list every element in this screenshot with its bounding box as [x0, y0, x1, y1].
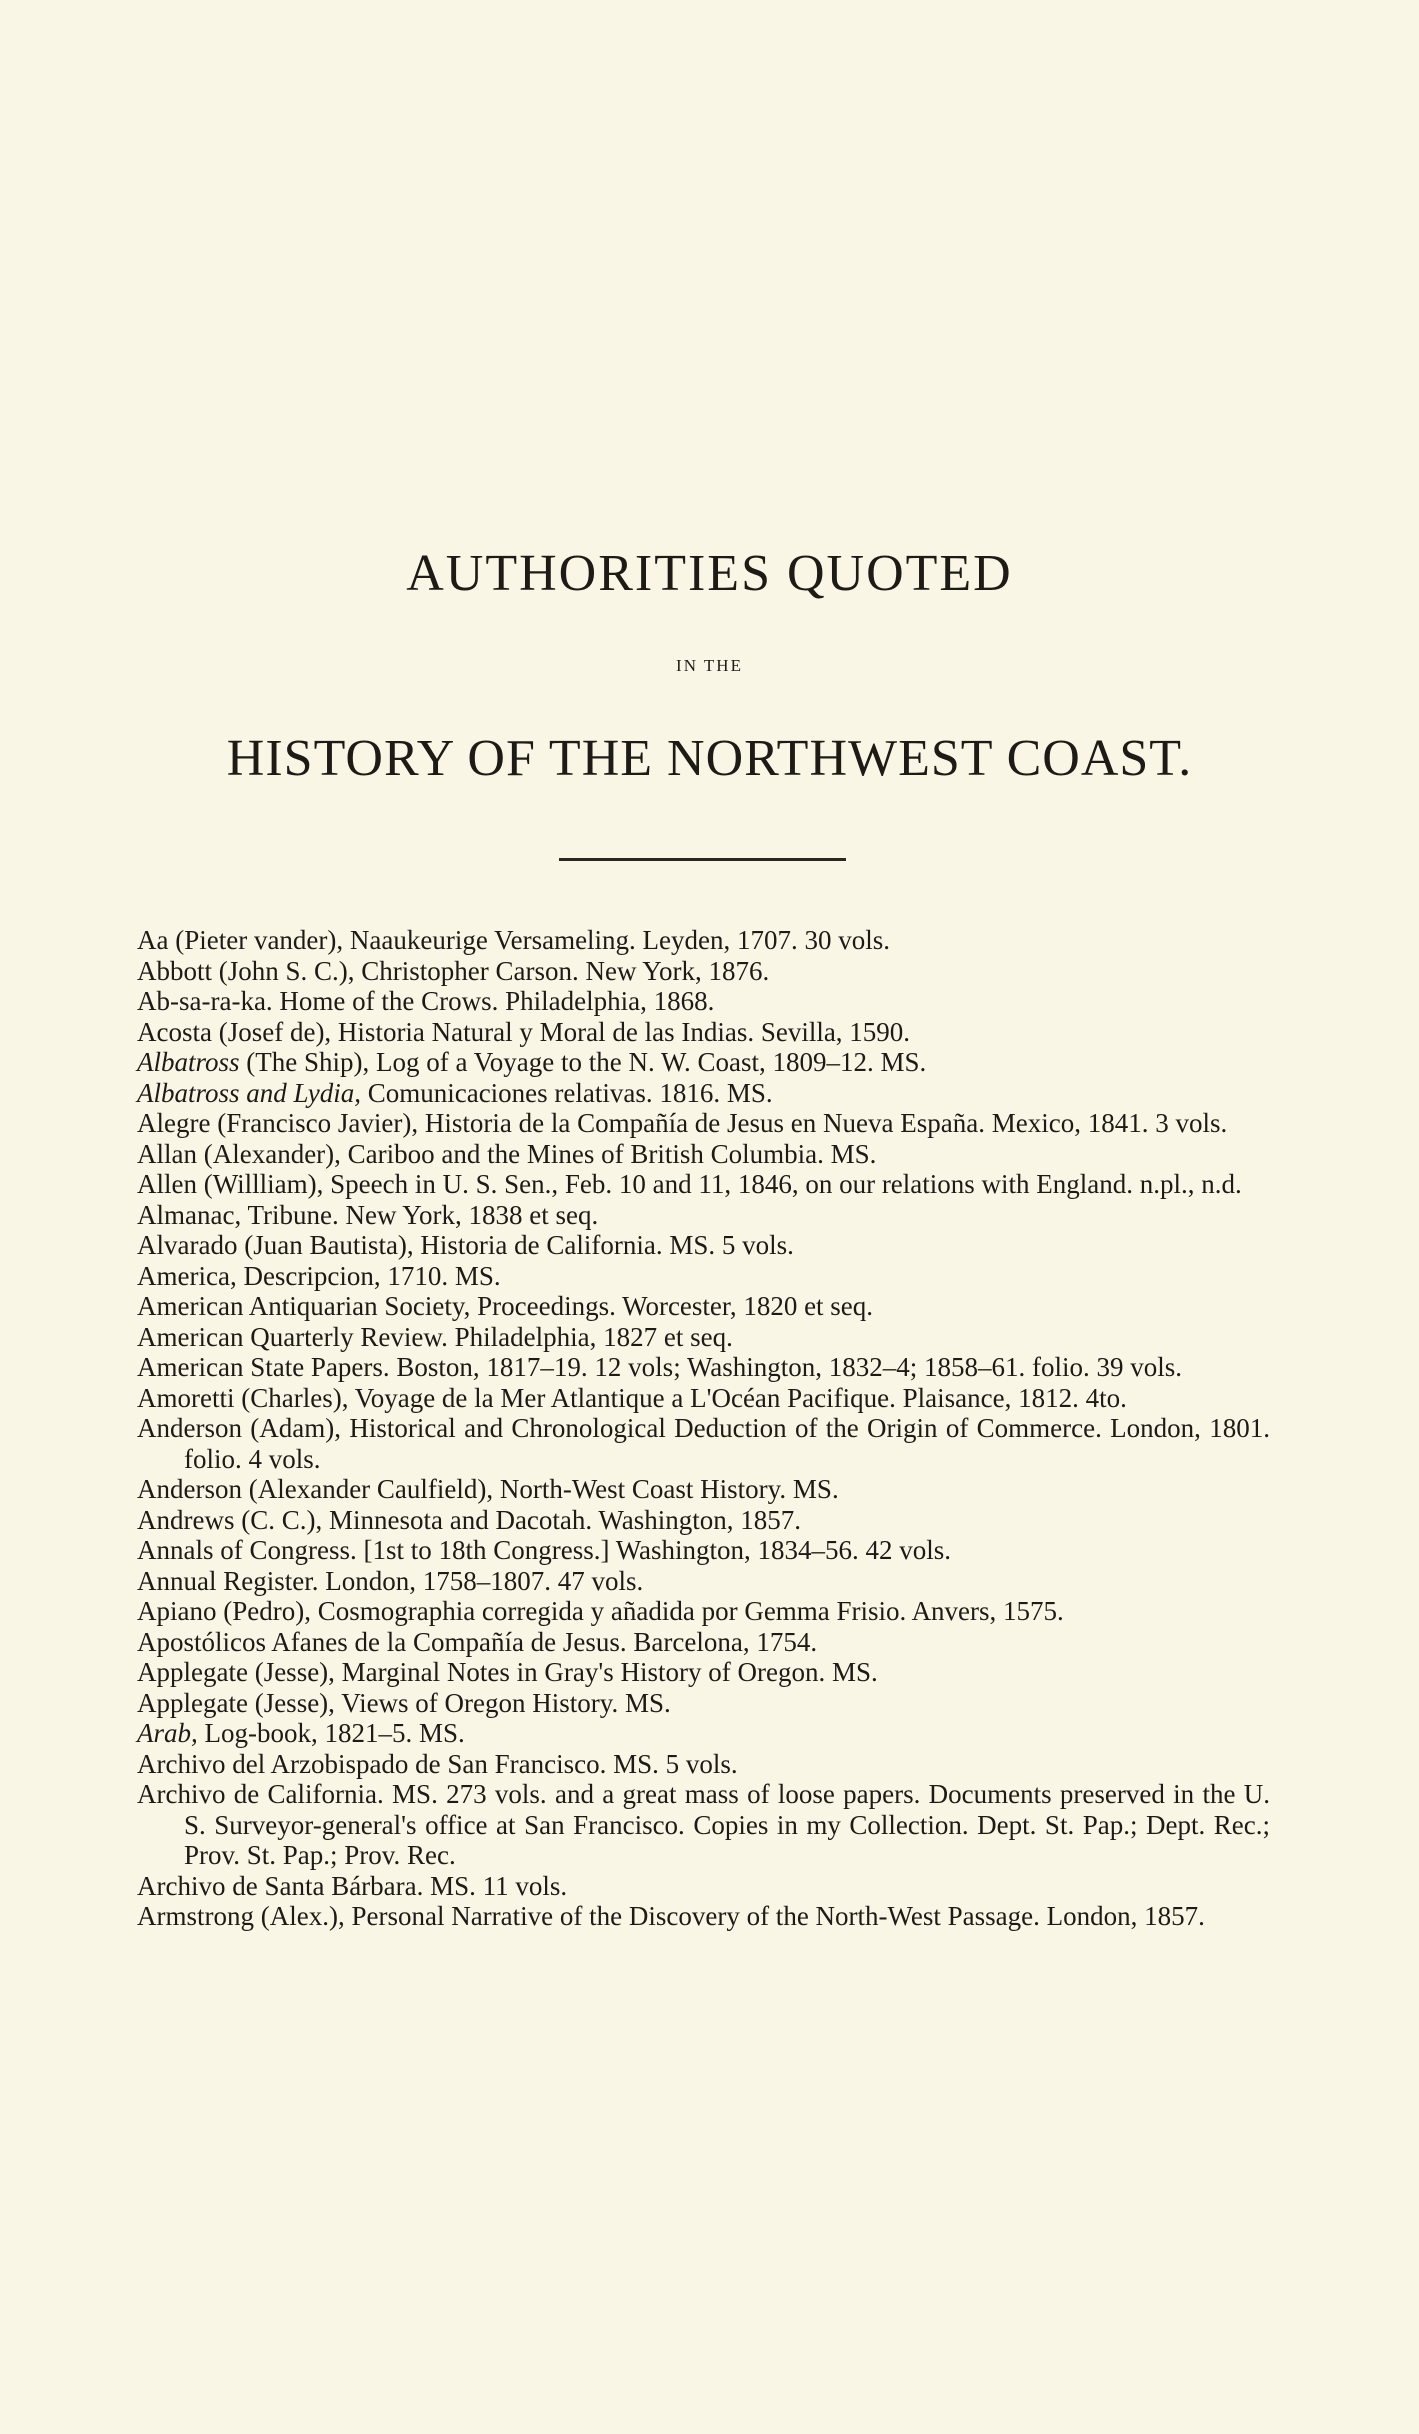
bibliography-entry: Annals of Congress. [1st to 18th Congress.] Washington, 1834–56. 42 vols.	[137, 1535, 952, 1565]
bibliography-entry: Allen (Willliam), Speech in U. S. Sen., Feb. 10 and 11, 1846, on our relations with England. n.pl., n.d.	[137, 1169, 1242, 1199]
bibliography-entry: Anderson (Alexander Caulfield), North-West Coast History. MS.	[137, 1474, 839, 1504]
bibliography-entry: Almanac, Tribune. New York, 1838 et seq.	[137, 1199, 599, 1230]
bibliography-list	[137, 925, 1270, 1932]
bibliography-entry: Alegre (Francisco Javier), Historia de la Compañía de Jesus en Nueva España. Mexico, 1841. 3 vols.	[137, 1108, 1228, 1138]
entry-italic-title: Albatross and Lydia,	[137, 1077, 361, 1108]
bibliography-entry: Archivo del Arzobispado de San Francisco. MS. 5 vols.	[137, 1748, 738, 1779]
bibliography-entry: Albatross (The Ship), Log of a Voyage to the N. W. Coast, 1809–12. MS.	[137, 1047, 927, 1077]
bibliography-entry: Applegate (Jesse), Marginal Notes in Gray's History of Oregon. MS.	[137, 1657, 878, 1687]
bibliography-entry: Abbott (John S. C.), Christopher Carson. New York, 1876.	[137, 955, 770, 986]
bibliography-entry: Amoretti (Charles), Voyage de la Mer Atlantique a L'Océan Pacifique. Plaisance, 1812. 4to.	[137, 1382, 1127, 1413]
bibliography-entry: Archivo de Santa Bárbara. MS. 11 vols.	[137, 1870, 568, 1901]
bibliography-entry: Arab, Log-book, 1821–5. MS.	[137, 1718, 465, 1748]
title-rule	[559, 858, 846, 861]
page-title: AUTHORITIES QUOTED	[406, 545, 1013, 602]
bibliography-entry: Archivo de California. MS. 273 vols. and a great mass of loose papers. Documents preserved in the U. S. Surveyor-general's office at San Francisco. Copies in my Collection. Dept. St. Pap.; Dept. Rec.; Prov. St. Pap.; Prov. Rec.	[137, 1779, 1270, 1870]
bibliography-entry: Aa (Pieter vander), Naaukeurige Versameling. Leyden, 1707. 30 vols.	[137, 925, 891, 955]
bibliography-entry: Albatross and Lydia, Comunicaciones relativas. 1816. MS.	[137, 1077, 773, 1108]
title-connector: IN THE	[676, 656, 743, 675]
bibliography-entry: Acosta (Josef de), Historia Natural y Moral de las Indias. Sevilla, 1590.	[137, 1016, 911, 1047]
bibliography-entry: Andrews (C. C.), Minnesota and Dacotah. Washington, 1857.	[137, 1504, 801, 1535]
bibliography-entry: American State Papers. Boston, 1817–19. 12 vols; Washington, 1832–4; 1858–61. folio. 39 vols.	[137, 1352, 1183, 1382]
bibliography-entry: American Antiquarian Society, Proceedings. Worcester, 1820 et seq.	[137, 1291, 874, 1321]
bibliography-entry: Apiano (Pedro), Cosmographia corregida y añadida por Gemma Frisio. Anvers, 1575.	[137, 1596, 1064, 1626]
bibliography-entry: Applegate (Jesse), Views of Oregon History. MS.	[137, 1687, 671, 1718]
entry-italic-title: Albatross	[137, 1047, 240, 1077]
bibliography-entry: Alvarado (Juan Bautista), Historia de California. MS. 5 vols.	[137, 1230, 794, 1260]
bibliography-entry: Annual Register. London, 1758–1807. 47 vols.	[137, 1565, 644, 1596]
bibliography-entry: Armstrong (Alex.), Personal Narrative of the Discovery of the North-West Passage. London, 1857.	[137, 1901, 1205, 1931]
bibliography-entry: Allan (Alexander), Cariboo and the Mines of British Columbia. MS.	[137, 1138, 877, 1169]
bibliography-entry: America, Descripcion, 1710. MS.	[137, 1260, 501, 1291]
bibliography-entry: Ab-sa-ra-ka. Home of the Crows. Philadelphia, 1868.	[137, 986, 715, 1016]
page-subtitle: HISTORY OF THE NORTHWEST COAST.	[226, 730, 1193, 787]
bibliography-entry: Anderson (Adam), Historical and Chronological Deduction of the Origin of Commerce. London, 1801. folio. 4 vols.	[137, 1413, 1270, 1474]
bibliography-entry: American Quarterly Review. Philadelphia, 1827 et seq.	[137, 1321, 733, 1352]
entry-italic-title: Arab,	[137, 1718, 198, 1748]
bibliography-entry: Apostólicos Afanes de la Compañía de Jesus. Barcelona, 1754.	[137, 1626, 818, 1657]
